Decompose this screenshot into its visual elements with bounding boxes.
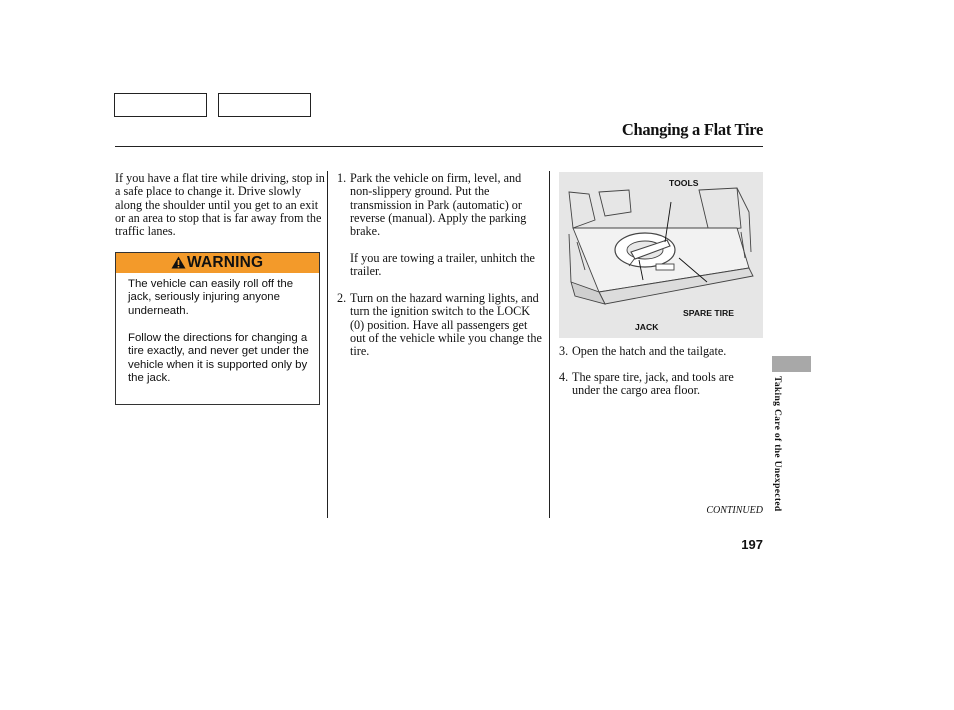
header-rule [115,146,763,147]
warning-icon [171,256,186,269]
callout-label: SPARE TIRE [683,308,734,318]
column-divider [327,171,328,518]
intro-paragraph: If you have a flat tire while driving, stop in a safe place to change it. Drive slowly along the shoulder until you get to an exit or an area to stop that is far away from the traffic lanes. [115,171,325,239]
warning-text: Follow the directions for changing a tire exactly, and never get under the vehicle when it is supported only by the jack. [128,332,309,385]
callout-label: JACK [635,322,659,332]
nav-button-2[interactable] [218,93,311,117]
cargo-area-illustration [559,172,763,338]
page-title: Changing a Flat Tire [621,120,763,139]
warning-header [116,253,319,273]
nav-button-1[interactable] [114,93,207,117]
page-number: 197 [741,537,763,552]
column-divider [549,171,550,518]
warning-text: The vehicle can easily roll off the jack, seriously injuring anyone underneath. [128,278,294,317]
warning-label: WARNING [187,254,264,271]
section-tab[interactable] [772,356,811,372]
warning-box [115,252,320,405]
continued-label: CONTINUED [706,505,763,516]
section-side-label: Taking Care of the Unexpected [772,376,783,512]
callout-label: TOOLS [669,178,699,188]
